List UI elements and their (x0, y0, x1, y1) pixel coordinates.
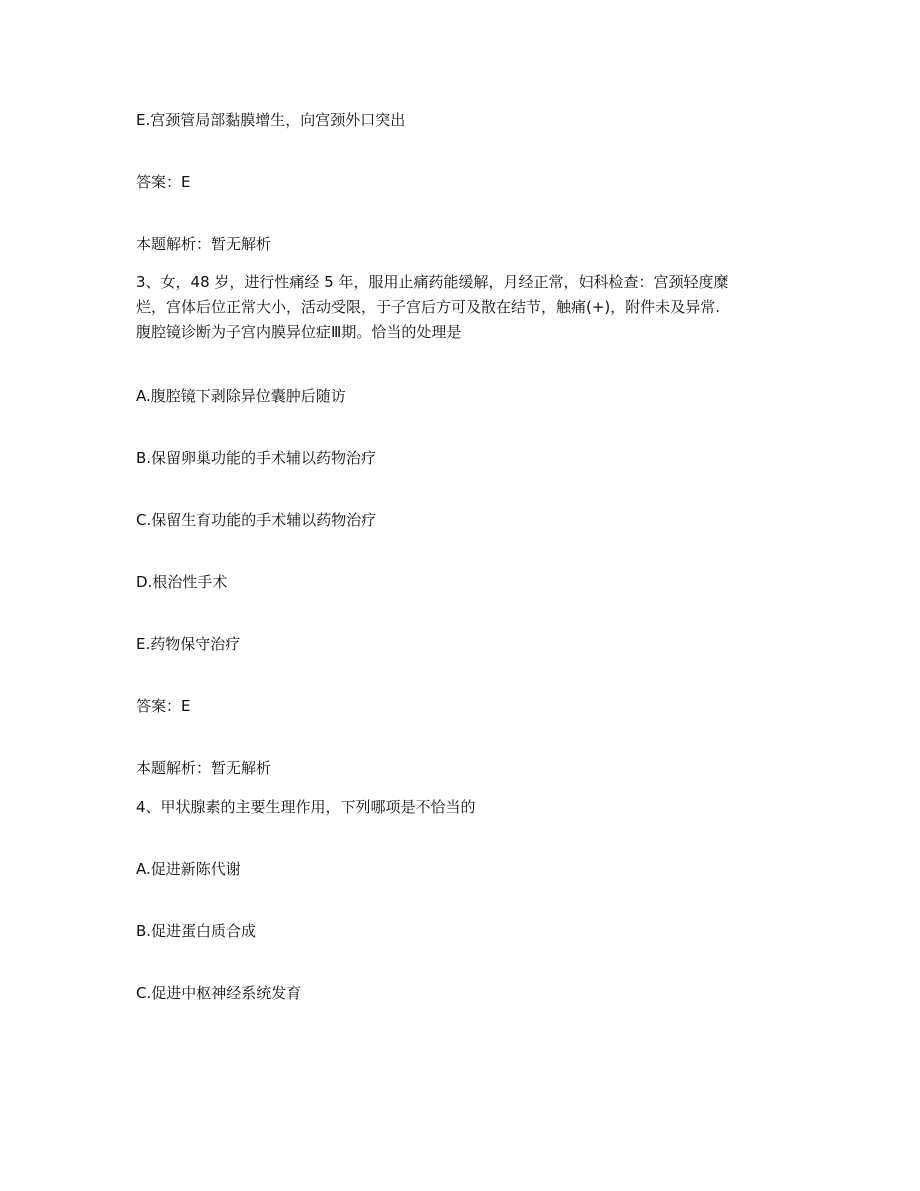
q4-option-b: B.促进蛋白质合成 (136, 922, 257, 940)
q3-option-a: A.腹腔镜下剥除异位囊肿后随访 (136, 387, 346, 405)
q3-option-e: E.药物保守治疗 (136, 635, 241, 653)
q4-option-c: C.促进中枢神经系统发育 (136, 984, 302, 1002)
q2-analysis: 本题解析：暂无解析 (136, 235, 272, 253)
q3-answer: 答案：E (136, 697, 191, 715)
q2-answer: 答案：E (136, 173, 191, 191)
q4-option-a: A.促进新陈代谢 (136, 860, 241, 878)
q3-stem (136, 270, 786, 345)
q3-analysis: 本题解析：暂无解析 (136, 759, 272, 777)
q3-stem-line-2: 烂，宫体后位正常大小，活动受限，于子宫后方可及散在结节，触痛(+)，附件未及异常. (136, 298, 721, 316)
q3-option-d: D.根治性手术 (136, 573, 228, 591)
q4-stem: 4、甲状腺素的主要生理作用，下列哪项是不恰当的 (136, 798, 476, 816)
q3-stem-line-1: 3、女，48 岁，进行性痛经 5 年，服用止痛药能缓解，月经正常，妇科检查：宫颈轻度糜 (136, 273, 729, 291)
q3-stem-line-3: 腹腔镜诊断为子宫内膜异位症Ⅲ期。恰当的处理是 (136, 323, 462, 341)
q2-option-e: E.宫颈管局部黏膜增生，向宫颈外口突出 (136, 111, 406, 129)
q3-option-b: B.保留卵巢功能的手术辅以药物治疗 (136, 449, 377, 467)
q3-option-c: C.保留生育功能的手术辅以药物治疗 (136, 511, 377, 529)
